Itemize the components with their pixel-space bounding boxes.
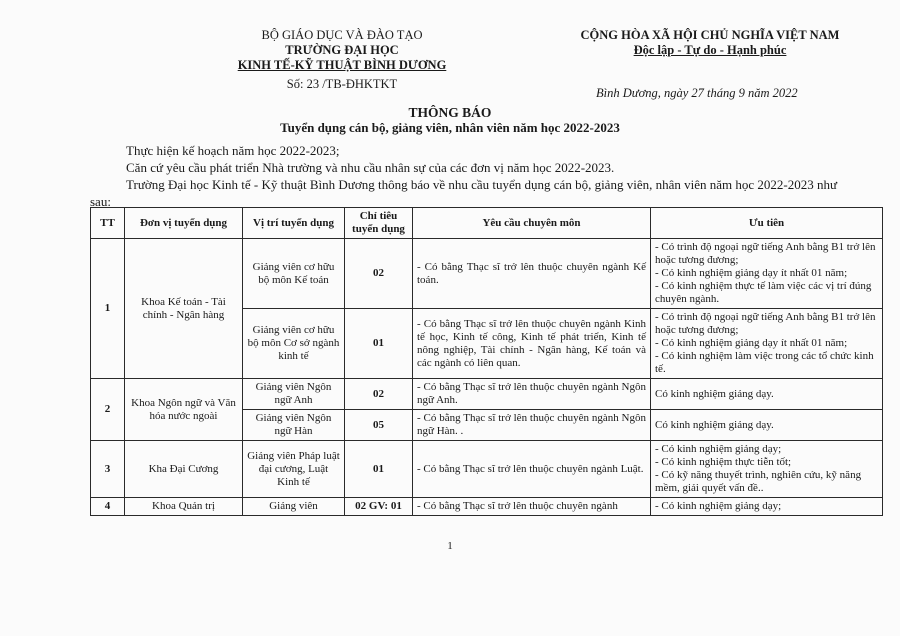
intro-line: sau: <box>90 194 111 209</box>
column-header: Đơn vị tuyển dụng <box>125 208 243 239</box>
row-number: 2 <box>91 379 125 441</box>
quota: 01 <box>345 441 413 498</box>
table-row <box>91 239 883 309</box>
recruiting-unit: Khoa Kế toán - Tài chính - Ngân hàng <box>125 239 243 379</box>
priority: - Có kinh nghiệm giảng dạy; - Có kinh nghiệm thực tiễn tốt; - Có kỹ năng thuyết trình, nghiên cứu, kỹ năng mềm, giải quyết vấn đề.. <box>651 441 883 498</box>
ministry-name: BỘ GIÁO DỤC VÀ ĐÀO TẠO <box>261 28 423 42</box>
intro-text <box>90 142 880 210</box>
position: Giảng viên cơ hữu bộ môn Cơ sở ngành kinh tế <box>243 309 345 379</box>
quota: 02 GV: 01 <box>345 498 413 516</box>
quota: 02 <box>345 239 413 309</box>
position: Giảng viên Pháp luật đại cương, Luật Kinh tế <box>243 441 345 498</box>
page-number: 1 <box>447 540 453 552</box>
requirement: - Có bằng Thạc sĩ trở lên thuộc chuyên ngành Ngôn ngữ Anh. <box>413 379 651 410</box>
date-line: Bình Dương, ngày 27 tháng 9 năm 2022 <box>596 86 798 100</box>
recruiting-unit: Khoa Ngôn ngữ và Văn hóa nước ngoài <box>125 379 243 441</box>
requirement: - Có bằng Thạc sĩ trở lên thuộc chuyên ngành Kinh tế học, Kinh tế công, Kinh tế phát triển, Kinh tế nông nghiệp, Tài chính - Ngân hàng, Kế toán và các ngành có liên quan. <box>413 309 651 379</box>
column-header: Chỉ tiêu tuyển dụng <box>345 208 413 239</box>
table-row <box>91 498 883 516</box>
document-subtitle: Tuyển dụng cán bộ, giảng viên, nhân viên năm học 2022-2023 <box>280 120 620 135</box>
quota: 05 <box>345 410 413 441</box>
requirement: - Có bằng Thạc sĩ trở lên thuộc chuyên ngành Ngôn ngữ Hàn. . <box>413 410 651 441</box>
position: Giảng viên Ngôn ngữ Hàn <box>243 410 345 441</box>
national-header <box>560 28 860 58</box>
recruiting-unit: Kha Đại Cương <box>125 441 243 498</box>
quota: 02 <box>345 379 413 410</box>
column-header: Vị trí tuyển dụng <box>243 208 345 239</box>
column-header: Yêu cầu chuyên môn <box>413 208 651 239</box>
national-motto: Độc lập - Tự do - Hạnh phúc <box>633 43 787 57</box>
priority: - Có trình độ ngoại ngữ tiếng Anh bằng B1 trở lên hoặc tương đương; - Có kinh nghiệm giảng dạy ít nhất 01 năm; - Có kinh nghiệm thực tế làm việc các vị trí đúng chuyên ngành. <box>651 239 883 309</box>
intro-line: Căn cứ yêu cầu phát triển Nhà trường và nhu cầu nhân sự của các đơn vị năm học 2022-2023. <box>126 160 615 175</box>
requirement: - Có bằng Thạc sĩ trở lên thuộc chuyên ngành Kế toán. <box>413 239 651 309</box>
table-row <box>91 441 883 498</box>
intro-line: Thực hiện kế hoạch năm học 2022-2023; <box>126 143 340 158</box>
republic-name: CỘNG HÒA XÃ HỘI CHỦ NGHĨA VIỆT NAM <box>580 28 840 42</box>
quota: 01 <box>345 309 413 379</box>
column-header: TT <box>91 208 125 239</box>
position: Giảng viên cơ hữu bộ môn Kế toán <box>243 239 345 309</box>
reference-number: Số: 23 /TB-ĐHKTKT <box>286 77 398 91</box>
table-header-row <box>91 208 883 239</box>
document-title: THÔNG BÁO <box>408 105 492 120</box>
row-number: 3 <box>91 441 125 498</box>
school-name-line2: KINH TẾ-KỸ THUẬT BÌNH DƯƠNG <box>237 58 447 72</box>
column-header: Ưu tiên <box>651 208 883 239</box>
priority: - Có trình độ ngoại ngữ tiếng Anh bằng B1 trở lên hoặc tương đương; - Có kinh nghiệm giảng dạy ít nhất 01 năm; - Có kinh nghiệm làm việc trong các tổ chức kinh tế. <box>651 309 883 379</box>
table-row <box>91 379 883 410</box>
requirement: - Có bằng Thạc sĩ trở lên thuộc chuyên ngành Luật. <box>413 441 651 498</box>
position: Giảng viên <box>243 498 345 516</box>
intro-line: Trường Đại học Kinh tế - Kỹ thuật Bình Dương thông báo về nhu cầu tuyển dụng cán bộ, giảng viên, nhân viên năm học 2022-2023 như <box>126 177 838 192</box>
position: Giảng viên Ngôn ngữ Anh <box>243 379 345 410</box>
priority: Có kinh nghiệm giảng dạy. <box>651 410 883 441</box>
recruiting-unit: Khoa Quản trị <box>125 498 243 516</box>
priority: - Có kinh nghiệm giảng dạy; <box>651 498 883 516</box>
issuer-block <box>222 28 462 92</box>
priority: Có kinh nghiệm giảng dạy. <box>651 379 883 410</box>
requirement: - Có bằng Thạc sĩ trở lên thuộc chuyên ngành <box>413 498 651 516</box>
recruitment-table <box>90 207 883 516</box>
row-number: 1 <box>91 239 125 379</box>
school-name-line1: TRƯỜNG ĐẠI HỌC <box>285 43 399 57</box>
row-number: 4 <box>91 498 125 516</box>
